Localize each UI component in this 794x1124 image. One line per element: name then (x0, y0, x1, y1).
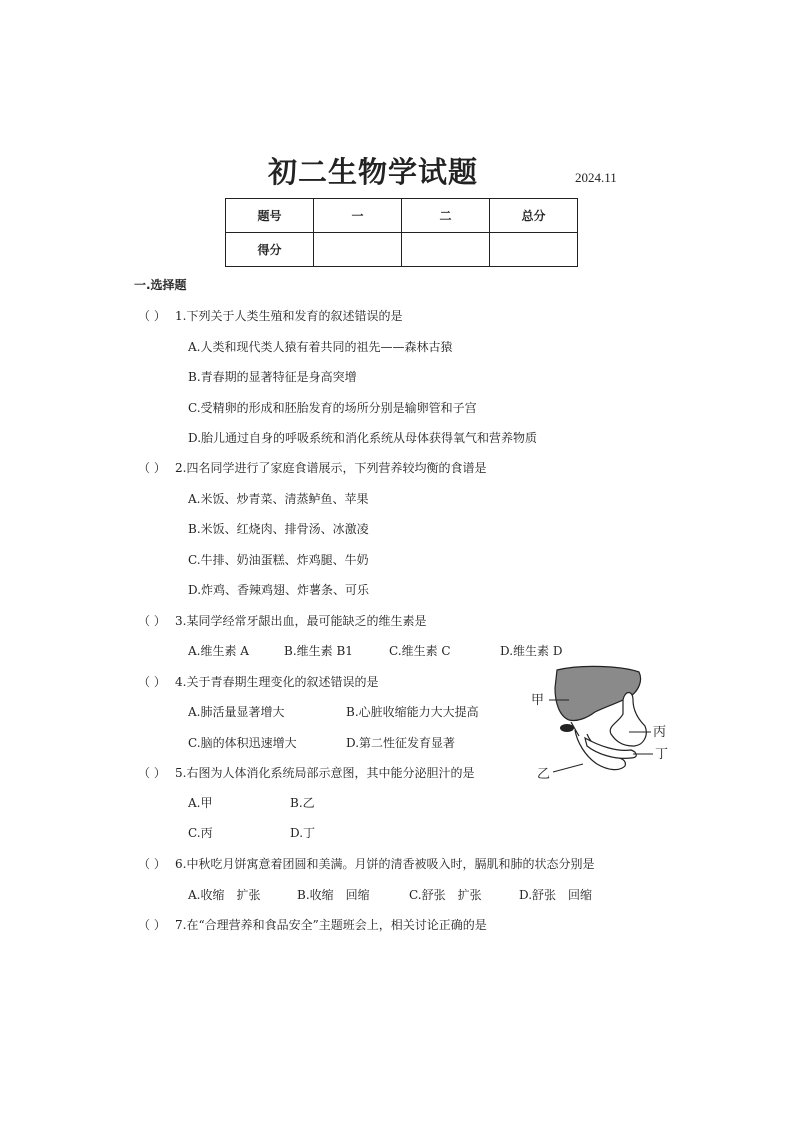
page-title: 初二生物学试题 (268, 155, 479, 189)
digestive-system-diagram (527, 660, 677, 786)
option: A.肺活量显著增大 (188, 705, 285, 719)
option: A.人类和现代类人猿有着共同的祖先——森林古猿 (188, 340, 453, 354)
option: C.丙 (188, 826, 213, 840)
option: D.第二性征发育显著 (346, 736, 456, 750)
option: A.甲 (188, 796, 213, 810)
option: A.维生素 A (188, 644, 249, 658)
score-cell (402, 233, 490, 267)
table-label-cell: 得分 (226, 233, 314, 267)
question-stem: 6.中秋吃月饼寓意着团圆和美满。月饼的清香被吸入时，膈肌和肺的状态分别是 (175, 857, 595, 871)
table-header-cell: 一 (314, 199, 402, 233)
table-row (226, 233, 578, 267)
option: B.青春期的显著特征是身高突增 (188, 370, 357, 384)
score-cell (314, 233, 402, 267)
question-stem: 7.在“合理营养和食品安全”主题班会上，相关讨论正确的是 (175, 918, 487, 932)
section-title: 一.选择题 (134, 278, 187, 292)
question-stem: 3.某同学经常牙龈出血，最可能缺乏的维生素是 (175, 614, 427, 628)
table-row (226, 199, 578, 233)
question-stem: 5.右图为人体消化系统局部示意图，其中能分泌胆汁的是 (175, 766, 475, 780)
score-cell (490, 233, 578, 267)
diagram-label-bing: 丙 (653, 725, 667, 740)
question-stem: 1.下列关于人类生殖和发育的叙述错误的是 (175, 309, 403, 323)
table-header-cell: 总分 (490, 199, 578, 233)
option: D.维生素 D (500, 644, 563, 658)
answer-blank: （ ） (138, 461, 166, 475)
answer-blank: （ ） (138, 857, 166, 871)
option: B.维生素 B1 (284, 644, 353, 658)
option: B.乙 (290, 796, 315, 810)
gallbladder-shape (560, 724, 574, 732)
question-stem: 2.四名同学进行了家庭食谱展示，下列营养较均衡的食谱是 (175, 461, 487, 475)
option: B.心脏收缩能力大大提高 (346, 705, 479, 719)
diagram-label-ding: 丁 (655, 747, 669, 762)
option: A.米饭、炒青菜、清蒸鲈鱼、苹果 (188, 492, 369, 506)
option: A.收缩 扩张 (188, 888, 261, 902)
answer-blank: （ ） (138, 309, 166, 323)
answer-blank: （ ） (138, 675, 166, 689)
question-stem: 4.关于青春期生理变化的叙述错误的是 (175, 675, 379, 689)
score-table (225, 198, 578, 267)
option: B.收缩 回缩 (297, 888, 370, 902)
option: C.维生素 C (389, 644, 451, 658)
answer-blank: （ ） (138, 614, 166, 628)
option: D.丁 (290, 826, 316, 840)
table-header-cell: 二 (402, 199, 490, 233)
diagram-label-jia: 甲 (531, 693, 545, 708)
option: C.牛排、奶油蛋糕、炸鸡腿、牛奶 (188, 553, 369, 567)
answer-blank: （ ） (138, 918, 166, 932)
option: C.舒张 扩张 (409, 888, 482, 902)
diagram-label-yi: 乙 (537, 767, 551, 782)
option: D.炸鸡、香辣鸡翅、炸薯条、可乐 (188, 583, 370, 597)
exam-date: 2024.11 (575, 170, 617, 185)
table-header-cell: 题号 (226, 199, 314, 233)
option: B.米饭、红烧肉、排骨汤、冰激凌 (188, 522, 369, 536)
option: C.受精卵的形成和胚胎发育的场所分别是输卵管和子宫 (188, 401, 477, 415)
option: C.脑的体积迅速增大 (188, 736, 297, 750)
answer-blank: （ ） (138, 766, 166, 780)
option: D.舒张 回缩 (519, 888, 593, 902)
option: D.胎儿通过自身的呼吸系统和消化系统从母体获得氧气和营养物质 (188, 431, 538, 445)
